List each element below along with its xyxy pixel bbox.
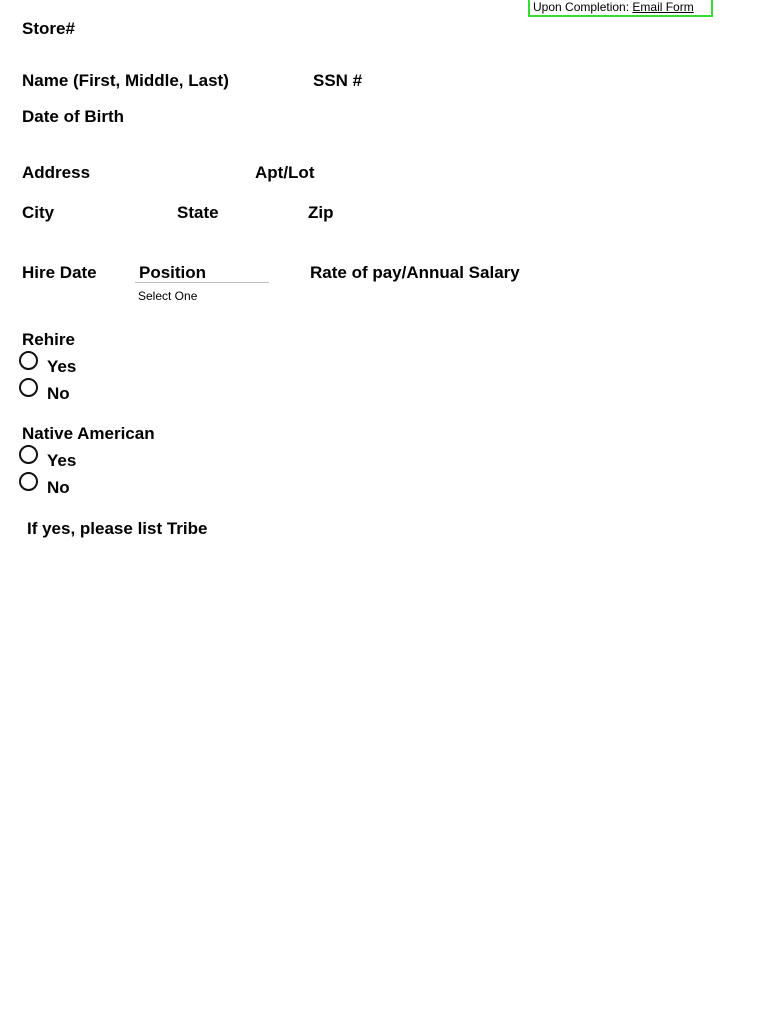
dob-label: Date of Birth [22, 107, 124, 126]
position-select[interactable]: Select One [138, 289, 198, 303]
native-no-radio[interactable] [19, 472, 38, 491]
store-label: Store# [22, 19, 75, 38]
apt-lot-label: Apt/Lot [255, 163, 315, 182]
zip-label: Zip [308, 203, 334, 222]
native-no-label: No [47, 478, 70, 497]
address-label: Address [22, 163, 91, 182]
position-underline [135, 282, 269, 283]
position-label: Position [139, 263, 207, 282]
native-american-label: Native American [22, 424, 155, 443]
ssn-label: SSN # [313, 71, 363, 90]
rate-of-pay-label: Rate of pay/Annual Salary [310, 263, 520, 282]
rehire-label: Rehire [22, 330, 75, 349]
native-yes-label: Yes [47, 451, 77, 470]
email-form-link[interactable]: Email Form [632, 0, 694, 14]
rehire-yes-label: Yes [47, 357, 77, 376]
email-prefix-text: Upon Completion: [533, 0, 633, 14]
rehire-no-label: No [47, 384, 70, 403]
state-label: State [177, 203, 219, 222]
tribe-label: If yes, please list Tribe [27, 519, 208, 538]
email-form-box [528, 0, 713, 17]
native-yes-radio[interactable] [19, 445, 38, 464]
rehire-yes-radio[interactable] [19, 351, 38, 370]
city-label: City [22, 203, 55, 222]
rehire-no-radio[interactable] [19, 378, 38, 397]
name-label: Name (First, Middle, Last) [22, 71, 229, 90]
hire-date-label: Hire Date [22, 263, 97, 282]
